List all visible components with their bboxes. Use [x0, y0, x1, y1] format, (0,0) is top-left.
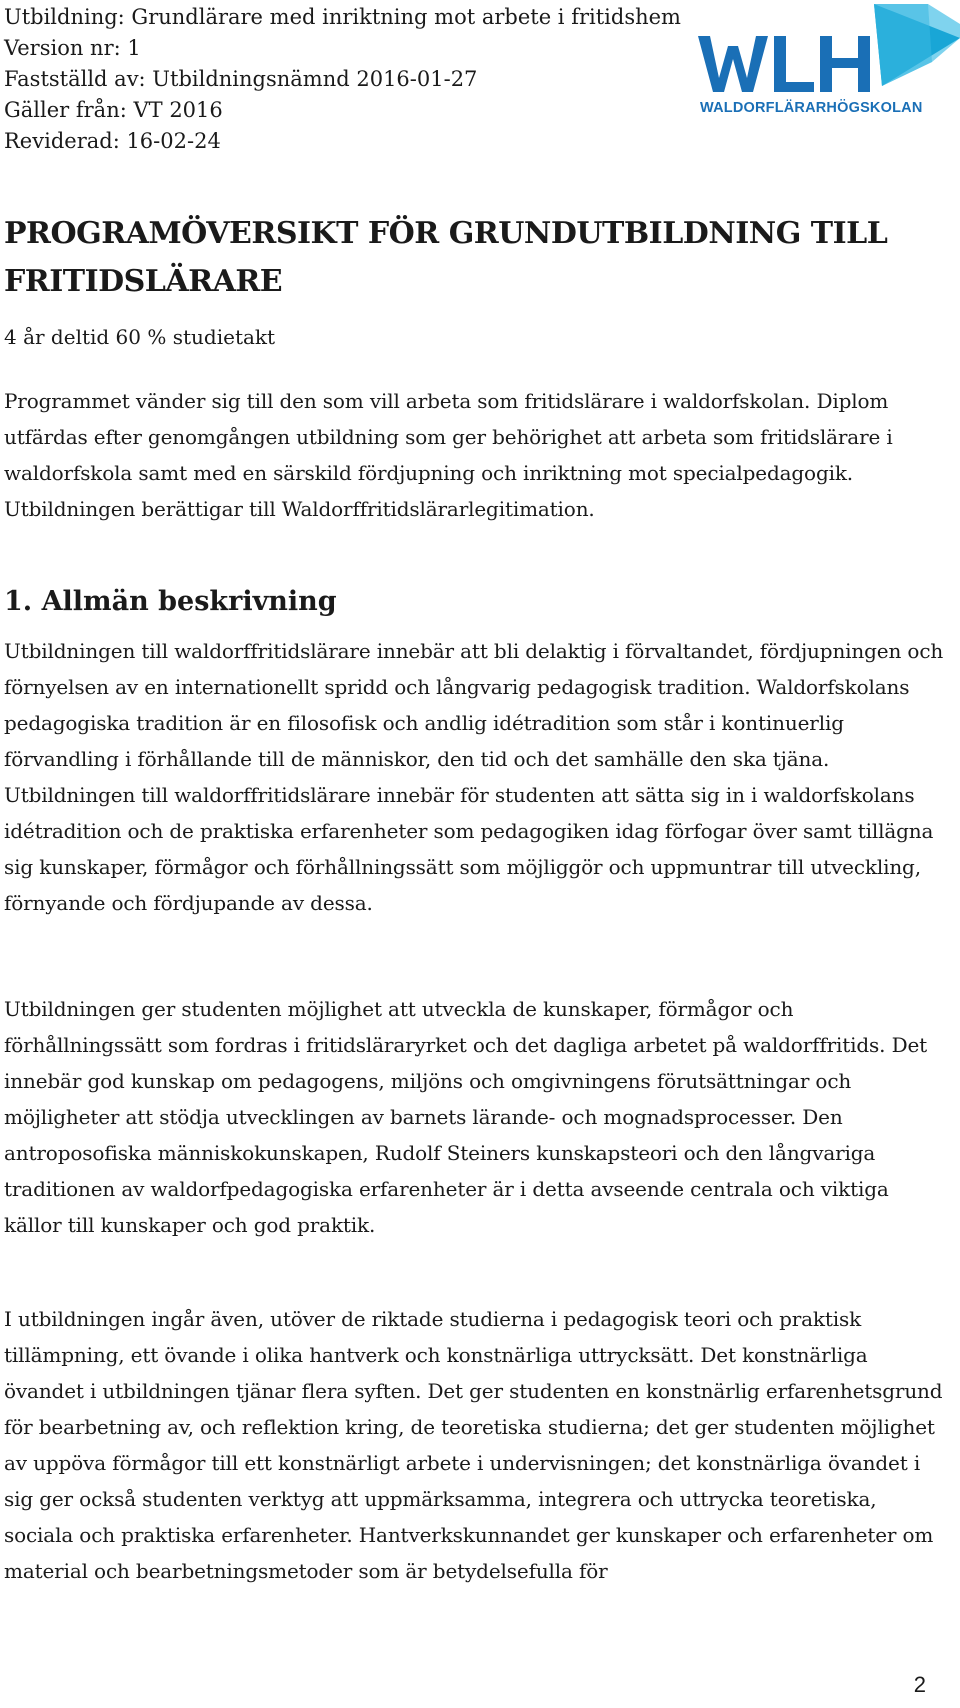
meta-approved-by: Fastställd av: Utbildningsnämnd 2016-01-27: [4, 67, 478, 91]
section-heading: 1. Allmän beskrivning: [4, 586, 337, 617]
page-title: [4, 210, 944, 306]
study-pace: 4 år deltid 60 % studietakt: [4, 325, 276, 349]
wlh-logo: [696, 2, 960, 120]
meta-revised: Reviderad: 16-02-24: [4, 129, 221, 153]
wlh-logo-wordmark: WALDORFLÄRARHÖGSKOLAN: [700, 100, 923, 116]
meta-program: Utbildning: Grundlärare med inriktning mot arbete i fritidshem: [4, 5, 681, 29]
meta-valid-from: Gäller från: VT 2016: [4, 98, 223, 122]
meta-version: Version nr: 1: [4, 36, 141, 60]
page-number: 2: [913, 1672, 926, 1697]
intro-paragraph: Programmet vänder sig till den som vill arbeta som fritidslärare i waldorfskolan. Diplom utfärdas efter genomgången utbildning som ger behörighet att arbeta som fritidslärare i waldorfskola samt med en särskild fördjupning och inriktning mot specialpedagogik. Utbildningen berättigar till Waldorffritidslärarlegitimation.: [4, 389, 893, 521]
section-paragraph-2: Utbildningen ger studenten möjlighet att utveckla de kunskaper, förmågor och förhållningssätt som fordras i fritidsläraryrket och det dagliga arbetet på waldorffritids. Det innebär god kunskap om pedagogens, miljöns och omgivningens förutsättningar och möjligheter att stödja utvecklingen av barnets lärande- och mognadsprocesser. Den antroposofiska människokunskapen, Rudolf Steiners kunskapsteori och den långvariga traditionen av waldorfpedagogiska erfarenheter är i detta avseende centrala och viktiga källor till kunskaper och god praktik.: [4, 997, 928, 1237]
section-paragraph-3: I utbildningen ingår även, utöver de riktade studierna i pedagogisk teori och praktisk tillämpning, ett övande i olika hantverk och konstnärliga uttrycksätt. Det konstnärliga övandet i utbildningen tjänar flera syften. Det ger studenten en konstnärlig erfarenhetsgrund för bearbetning av, och reflektion kring, de teoretiska studierna; det ger studenten möjlighet av uppöva förmågor till ett konstnärligt arbete i undervisningen; det konstnärliga övandet i sig ger också studenten verktyg att uppmärksamma, integrera och uttrycka teoretiska, sociala och praktiska erfarenheter. Hantverkskunnandet ger kunskaper och erfarenheter om material och bearbetningsmetoder som är betydelsefulla för: [4, 1307, 943, 1583]
wlh-logo-mark: [696, 2, 960, 100]
section-paragraph-1: Utbildningen till waldorffritidslärare innebär att bli delaktig i förvaltandet, fördjupningen och förnyelsen av en internationellt spridd och långvarig pedagogisk tradition. Waldorfskolans pedagogiska tradition är en filosofisk och andlig idétradition som står i kontinuerlig förvandling i förhållande till de människor, den tid och det samhälle den ska tjäna. Utbildningen till waldorffritidslärare innebär för studenten att sätta sig in i waldorfskolans idétradition och de praktiska erfarenheter som pedagogiken idag förfogar över samt tillägna sig kunskaper, förmågor och förhållningssätt som möjliggör och uppmuntrar till utveckling, förnyande och fördjupande av dessa.: [4, 639, 944, 915]
document-meta: [4, 2, 694, 157]
title-line-1: PROGRAMÖVERSIKT FÖR GRUNDUTBILDNING TILL: [4, 216, 888, 251]
title-line-2: FRITIDSLÄRARE: [4, 264, 283, 299]
